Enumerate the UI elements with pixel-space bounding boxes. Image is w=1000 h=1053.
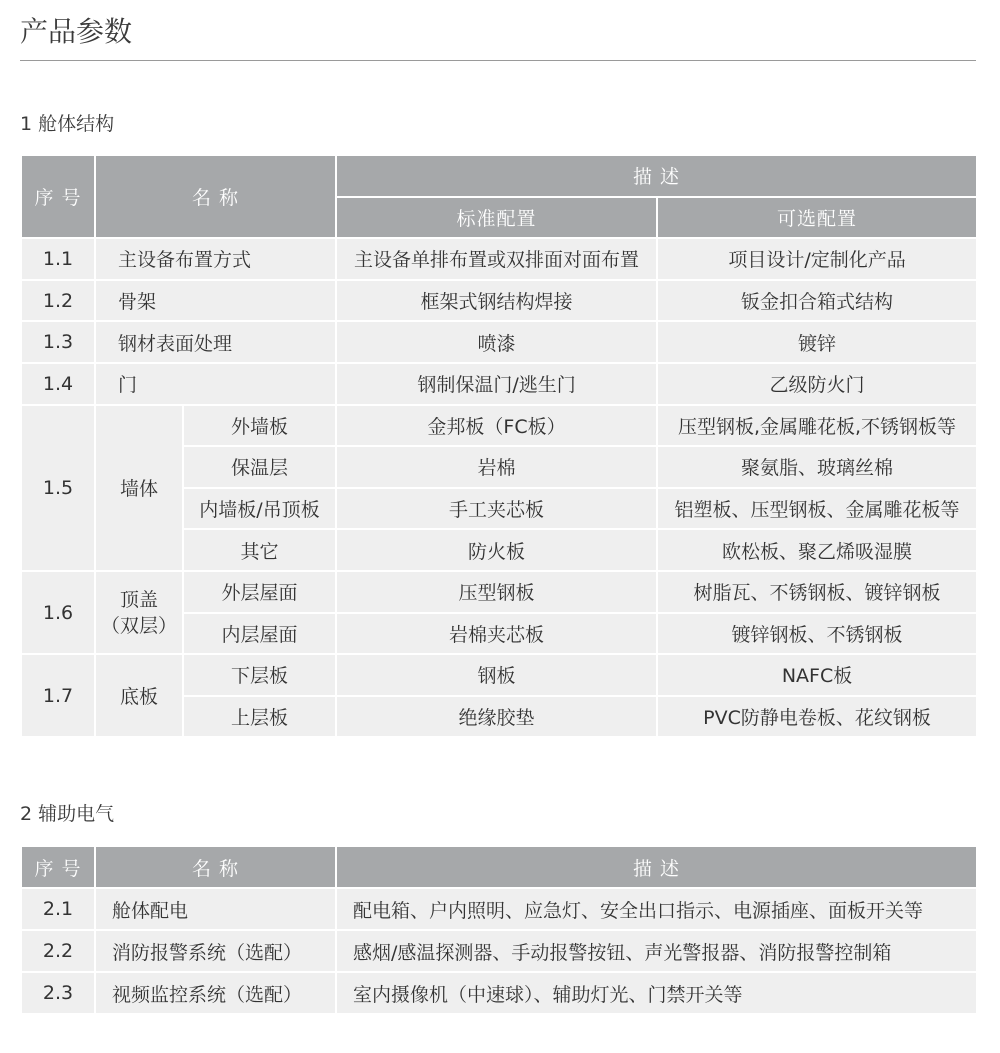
row-name: 视频监控系统（选配）	[95, 972, 336, 1014]
header-name: 名 称	[95, 155, 336, 238]
table-row	[21, 571, 977, 613]
row-standard: 主设备单排布置或双排面对面布置	[336, 238, 657, 280]
row-name: 墙体	[95, 405, 183, 571]
section-title-cabin-structure: 1 舱体结构	[20, 113, 115, 135]
header-standard: 标准配置	[336, 197, 657, 239]
table-row	[21, 888, 977, 930]
table-row	[21, 930, 977, 972]
row-optional: 镀锌钢板、不锈钢板	[657, 613, 977, 655]
row-optional: 聚氨脂、玻璃丝棉	[657, 446, 977, 488]
table-header-row	[21, 155, 977, 197]
row-subname: 其它	[183, 529, 336, 571]
row-optional: 钣金扣合箱式结构	[657, 280, 977, 322]
header-name: 名 称	[95, 846, 336, 888]
section-title-auxiliary-electrical: 2 辅助电气	[20, 803, 115, 825]
row-desc: 室内摄像机（中速球）、辅助灯光、门禁开关等	[336, 972, 977, 1014]
row-no: 2.1	[21, 888, 95, 930]
row-optional: 压型钢板,金属雕花板,不锈钢板等	[657, 405, 977, 447]
row-no: 1.7	[21, 654, 95, 737]
header-desc: 描 述	[336, 155, 977, 197]
header-optional: 可选配置	[657, 197, 977, 239]
row-no: 1.4	[21, 363, 95, 405]
row-standard: 岩棉	[336, 446, 657, 488]
page-title: 产品参数	[20, 15, 133, 48]
row-optional: 铝塑板、压型钢板、金属雕花板等	[657, 488, 977, 530]
row-name: 主设备布置方式	[95, 238, 336, 280]
row-no: 1.5	[21, 405, 95, 571]
row-name: 门	[95, 363, 336, 405]
row-desc: 感烟/感温探测器、手动报警按钮、声光警报器、消防报警控制箱	[336, 930, 977, 972]
header-no: 序 号	[21, 155, 95, 238]
row-optional: 欧松板、聚乙烯吸湿膜	[657, 529, 977, 571]
row-subname: 内层屋面	[183, 613, 336, 655]
header-no: 序 号	[21, 846, 95, 888]
table-row	[21, 321, 977, 363]
row-standard: 绝缘胶垫	[336, 696, 657, 738]
row-name: 钢材表面处理	[95, 321, 336, 363]
row-no: 2.3	[21, 972, 95, 1014]
row-desc: 配电箱、户内照明、应急灯、安全出口指示、电源插座、面板开关等	[336, 888, 977, 930]
row-standard: 钢制保温门/逃生门	[336, 363, 657, 405]
row-standard: 手工夹芯板	[336, 488, 657, 530]
row-subname: 内墙板/吊顶板	[183, 488, 336, 530]
row-subname: 保温层	[183, 446, 336, 488]
row-standard: 岩棉夹芯板	[336, 613, 657, 655]
row-name-line1: 顶盖	[119, 588, 158, 611]
header-desc: 描 述	[336, 846, 977, 888]
row-optional: 镀锌	[657, 321, 977, 363]
row-optional: PVC防静电卷板、花纹钢板	[657, 696, 977, 738]
row-standard: 防火板	[336, 529, 657, 571]
row-name: 底板	[95, 654, 183, 737]
row-standard: 压型钢板	[336, 571, 657, 613]
row-name	[95, 571, 183, 654]
row-name: 舱体配电	[95, 888, 336, 930]
row-subname: 下层板	[183, 654, 336, 696]
row-name: 骨架	[95, 280, 336, 322]
row-name: 消防报警系统（选配）	[95, 930, 336, 972]
row-optional: 乙级防火门	[657, 363, 977, 405]
table-header-row	[21, 846, 977, 888]
table-row	[21, 972, 977, 1014]
row-standard: 喷漆	[336, 321, 657, 363]
row-no: 1.3	[21, 321, 95, 363]
row-no: 1.1	[21, 238, 95, 280]
table-row	[21, 363, 977, 405]
row-subname: 外墙板	[183, 405, 336, 447]
row-no: 1.2	[21, 280, 95, 322]
row-no: 1.6	[21, 571, 95, 654]
table-row	[21, 238, 977, 280]
row-no: 2.2	[21, 930, 95, 972]
title-divider	[20, 60, 976, 61]
row-subname: 上层板	[183, 696, 336, 738]
row-standard: 金邦板（FC板）	[336, 405, 657, 447]
row-optional: 项目设计/定制化产品	[657, 238, 977, 280]
table-row	[21, 405, 977, 447]
row-optional: 树脂瓦、不锈钢板、镀锌钢板	[657, 571, 977, 613]
row-subname: 外层屋面	[183, 571, 336, 613]
row-optional: NAFC板	[657, 654, 977, 696]
row-standard: 框架式钢结构焊接	[336, 280, 657, 322]
table-row	[21, 654, 977, 696]
row-name-line2: （双层）	[100, 614, 177, 637]
auxiliary-electrical-table	[20, 845, 978, 1015]
row-standard: 钢板	[336, 654, 657, 696]
cabin-structure-table	[20, 154, 978, 738]
table-row	[21, 280, 977, 322]
